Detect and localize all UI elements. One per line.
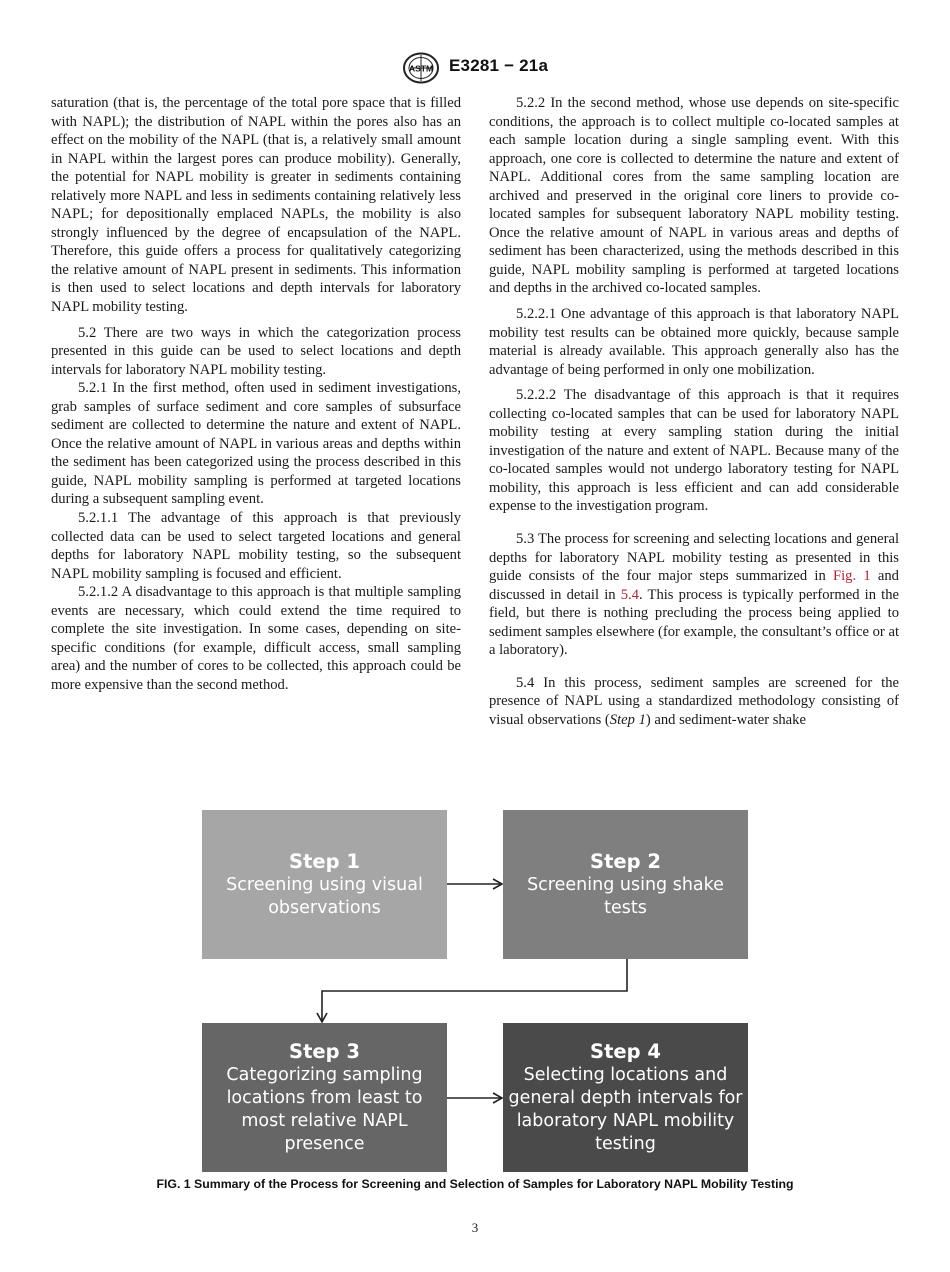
step-4-title: Step 4 bbox=[590, 1039, 661, 1063]
step-2-box bbox=[503, 810, 748, 959]
left-column bbox=[51, 94, 461, 695]
paragraph-5-4: 5.4 In this process, sediment samples are screened for the presence of NAPL using a standardized methodology consisting of visual observations (Step 1) and sediment-water shake bbox=[489, 674, 899, 728]
page-header bbox=[0, 52, 950, 86]
astm-logo-icon bbox=[401, 52, 441, 84]
paragraph-5-2-1-1: 5.2.1.1 The advantage of this approach is that previously collected data can be used to select targeted locations and general depths for laboratory NAPL mobility testing, so the subsequent NAPL mobility sampling is focused and efficient. bbox=[51, 510, 461, 582]
figure-1-flowchart bbox=[201, 810, 749, 1172]
paragraph-5-2-2-2: 5.2.2.2 The disadvantage of this approach is that it requires collecting co-located samples that can be used for laboratory NAPL mobility testing at every sampling station during the initial investigation of the nature and extent of NAPL. Because many of the co-located samples would not undergo laboratory testing for NAPL mobility, this approach is less efficient and can add considerable expense to the investigation program. bbox=[489, 387, 899, 515]
paragraph-5-2-1-2: 5.2.1.2 A disadvantage to this approach is that multiple sampling events are necessary, which could extend the time required to complete the site investigation. In some cases, depending on site-specific conditions (for example, difficult access, small sampling area) and the number of cores to be collected, this approach could be more expensive than the second method. bbox=[51, 584, 461, 693]
page-number: 3 bbox=[471, 1220, 479, 1235]
paragraph-5-2-2: 5.2.2 In the second method, whose use depends on site-specific conditions, the approach is to collect multiple co-located samples at each sample location during a single sampling event. With this approach, one core is collected to determine the nature and extent of NAPL. Additional cores from the same sampling location are archived and preserved in the original core liners to provide co-located samples for subsequent laboratory NAPL mobility testing. Once the relative amount of NAPL in various areas and depths of sediment has been characterized, using the methods described in this guide, NAPL mobility sampling is performed at targeted locations and depths in the archived co-located samples. bbox=[489, 95, 899, 297]
figure-1-link[interactable]: Fig. 1 bbox=[833, 568, 871, 585]
step-3-box bbox=[202, 1023, 447, 1172]
step-4-box bbox=[503, 1023, 748, 1172]
paragraph-5-2: 5.2 There are two ways in which the categorization process presented in this guide can be used to select locations and depth intervals for laboratory NAPL mobility testing. bbox=[51, 324, 461, 378]
arrow-step2-to-step3 bbox=[322, 959, 627, 1022]
step-2-title: Step 2 bbox=[590, 849, 661, 873]
step-2-description: Screening using shake tests bbox=[527, 874, 724, 918]
paragraph-5-2-2-1: 5.2.2.1 One advantage of this approach is that laboratory NAPL mobility test results can be obtained more quickly, because sample material is already available. This approach generally also has the advantage of being performed in only one mobilization. bbox=[489, 306, 899, 378]
section-5-4-link[interactable]: 5.4 bbox=[620, 586, 639, 603]
paragraph-continued: saturation (that is, the percentage of the total pore space that is filled with NAPL); the distribution of NAPL within the pores also has an effect on the mobility of the NAPL (that is, a relatively small amount in NAPL within the largest pores can produce mobility). Generally, the potential for NAPL mobility is greater in sediments containing relatively more NAPL and less in sediments containing relatively less NAPL; for depositionally emplaced NAPLs, the mobility is also strongly influenced by the degree of encapsulation of the NAPL. Therefore, this guide offers a process for qualitatively categorizing the relative amount of NAPL present in sediments. This information is then used to select locations and depth intervals for laboratory NAPL mobility testing. bbox=[51, 95, 461, 316]
paragraph-5-2-1: 5.2.1 In the first method, often used in sediment investigations, grab samples of surface sediment and core samples of subsurface sediment are collected to determine the nature and extent of NAPL. Once the relative amount of NAPL in various areas and depths within the sediment has been categorized using the process described in this guide, NAPL mobility sampling is performed at targeted locations during a subsequent sampling event. bbox=[51, 380, 461, 508]
document-id: E3281 − 21a bbox=[449, 56, 549, 75]
step-1-box bbox=[202, 810, 447, 959]
right-column bbox=[489, 94, 899, 730]
step-1-description: Screening using visual observations bbox=[226, 874, 423, 918]
figure-caption: FIG. 1 Summary of the Process for Screening and Selection of Samples for Laboratory NAPL Mobility Testing bbox=[156, 1177, 794, 1191]
step-3-description: Categorizing sampling locations from least to most relative NAPL presence bbox=[226, 1064, 423, 1154]
step-4-description: Selecting locations and general depth intervals for laboratory NAPL mobility testing bbox=[508, 1064, 743, 1154]
step-1-title: Step 1 bbox=[289, 849, 360, 873]
step-3-title: Step 3 bbox=[289, 1039, 360, 1063]
astm-logo-text: ASTM bbox=[408, 63, 434, 74]
paragraph-5-3: 5.3 The process for screening and selecting locations and general depths for laboratory NAPL mobility testing as presented in this guide consists of the four major steps summarized in Fig. 1 and discussed in detail in 5.4. This process is typically performed in the field, but there is nothing precluding the process being applied to sediment samples elsewhere (for example, the consultant’s office or at a laboratory). bbox=[489, 531, 900, 659]
